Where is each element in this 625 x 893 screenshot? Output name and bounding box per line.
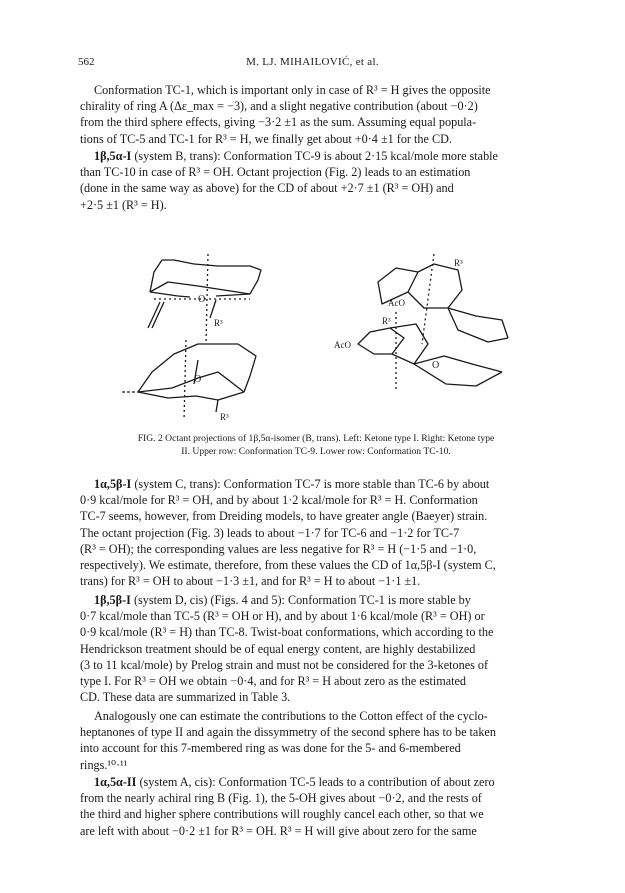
text-line: trans) for R³ = OH to about −1·3 ±1, and for R³ = H to about −1·1 ±1. xyxy=(80,574,421,589)
text-line: heptanones of type II and again the dissymmetry of the second sphere has to be taken xyxy=(80,725,496,740)
text-line: Analogously one can estimate the contributions to the Cotton effect of the cyclo- xyxy=(94,709,488,723)
text-line: (R³ = OH); the corresponding values are less negative for R³ = H (−1·5 and −1·0, xyxy=(80,541,477,556)
compound-heading: 1α,5β-I xyxy=(94,477,132,491)
text-line: 0·9 kcal/mole (R³ = H) than TC-8. Twist-boat conformations, which according to the xyxy=(80,625,494,640)
compound-heading: 1β,5α-I xyxy=(94,149,132,163)
paragraph-tc1 xyxy=(80,82,556,147)
compound-heading: 1α,5α-II xyxy=(94,775,137,789)
figure-drawing xyxy=(78,252,558,420)
text-line: (3 to 11 kcal/mole) by Prelog strain and must not be considered for the 3-ketones of xyxy=(80,657,489,672)
text-line: chirality of ring A (Δε_max = −3), and a slight negative contribution (about −0·2) xyxy=(80,99,478,114)
paragraph-system-a xyxy=(80,774,556,839)
octant-projection-lower-right xyxy=(358,312,502,392)
text-line: type I. For R³ = OH we obtain −0·4, and for R³ = H about zero as the estimated xyxy=(80,674,467,689)
text-line: 1β,5α-I (system B, trans): Conformation TC-9 is about 2·15 kcal/mole more stable xyxy=(94,149,498,163)
label-r3: R³ xyxy=(220,412,229,420)
page-number: 562 xyxy=(78,56,95,68)
paragraph-type-ii xyxy=(80,708,556,773)
label-acetoxy: AcO xyxy=(334,340,351,350)
caption-line: II. Upper row: Conformation TC-9. Lower row: Conformation TC-10. xyxy=(181,446,451,457)
text-line: Hendrickson treatment should be of equal energy content, are highly destabilized xyxy=(80,641,476,656)
text-line: 1β,5β-I (system D, cis) (Figs. 4 and 5): Conformation TC-1 is more stable by xyxy=(94,593,471,607)
paragraph-system-d xyxy=(80,592,556,705)
paragraph-system-b xyxy=(80,148,556,213)
label-acetoxy: AcO xyxy=(388,298,405,308)
text-line: respectively). We estimate, therefore, from these values the CD of 1α,5β-I (system C, xyxy=(80,558,496,573)
text-line: 0·9 kcal/mole for R³ = OH, and by about 1·2 kcal/mole for R³ = H. Conformation xyxy=(80,493,478,508)
text-line: the third and higher sphere contributions will roughly cancel each other, so that we xyxy=(80,807,484,822)
text-line: CD. These data are summarized in Table 3. xyxy=(80,690,291,705)
compound-heading: 1β,5β-I xyxy=(94,593,131,607)
label-r3: R³ xyxy=(214,318,223,328)
caption-line: FIG. 2 Octant projections of 1β,5α-isomer (B, trans). Left: Ketone type I. Right: Ketone type xyxy=(137,433,495,444)
label-ketone-oxygen: O xyxy=(198,294,206,305)
text-line: 1α,5α-II (system A, cis): Conformation TC-5 leads to a contribution of about zero xyxy=(94,775,495,789)
text-line: 1α,5β-I (system C, trans): Conformation TC-7 is more stable than TC-6 by about xyxy=(94,477,490,491)
label-r3: R³ xyxy=(454,258,463,268)
text-line: into account for this 7-membered ring as was done for the 5- and 6-membered xyxy=(80,741,461,756)
text-line: than TC-10 in case of R³ = OH. Octant projection (Fig. 2) leads to an estimation xyxy=(80,165,471,180)
text-line: are left with about −0·2 ±1 for R³ = OH. R³ = H will give about zero for the same xyxy=(80,823,477,838)
text-line: Conformation TC-1, which is important only in case of R³ = H gives the opposite xyxy=(94,83,491,97)
text-line: TC-7 seems, however, from Dreiding models, to have greater angle (Baeyer) strain. xyxy=(80,509,488,524)
text-line: 0·7 kcal/mole than TC-5 (R³ = OH or H), and by about 1·6 kcal/mole (R³ = OH) or xyxy=(80,609,485,624)
octant-projection-lower-left xyxy=(122,340,256,420)
page-header xyxy=(78,56,547,72)
label-ketone-oxygen: O xyxy=(194,374,202,385)
figure-caption xyxy=(96,432,536,458)
text-line: tions of TC-5 and TC-1 for R³ = H, we finally get about +0·4 ±1 for the CD. xyxy=(80,131,452,146)
text-line: from the third sphere effects, giving −3·2 ±1 as the sum. Assuming equal popula- xyxy=(80,115,477,130)
label-r3: R³ xyxy=(382,316,391,326)
text-line: rings.¹⁰·¹¹ xyxy=(80,757,128,772)
running-head: M. LJ. MIHAILOVIĆ, et al. xyxy=(246,56,379,68)
text-line: from the nearly achiral ring B (Fig. 1), the 5-OH gives about −0·2, and the rests of xyxy=(80,791,482,806)
text-line: (done in the same way as above) for the CD of about +2·7 ±1 (R³ = OH) and xyxy=(80,181,454,196)
text-line: The octant projection (Fig. 3) leads to about −1·7 for TC-6 and −1·2 for TC-7 xyxy=(80,525,460,540)
label-ketone-oxygen: O xyxy=(432,360,440,371)
paragraph-system-c xyxy=(80,476,556,589)
figure-2-octant-projections xyxy=(78,252,558,420)
text-line: +2·5 ±1 (R³ = H). xyxy=(80,197,167,212)
